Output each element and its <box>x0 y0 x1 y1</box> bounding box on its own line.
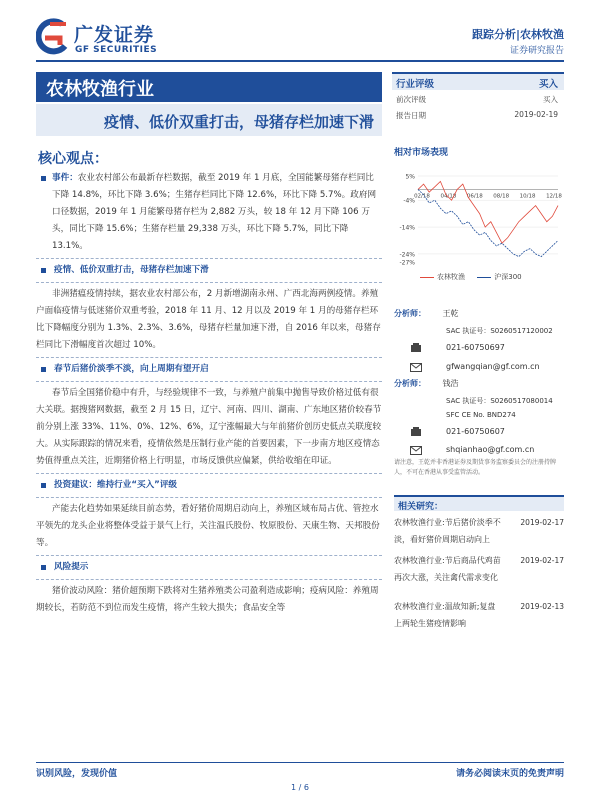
brand-logo <box>36 18 166 60</box>
bullet-icon <box>41 483 46 488</box>
x-tick-label: 08/18 <box>493 193 510 200</box>
analyst-phone: 021-60750697 <box>446 343 505 352</box>
related-item-text[interactable]: 农林牧渔行业:温故知新;复盘上两轮生猪疫情影响 <box>394 602 496 628</box>
related-item-text[interactable]: 农林牧渔行业:节后商品代鸡苗再次大涨，关注禽代需求变化 <box>394 556 501 582</box>
header-divider <box>36 60 564 62</box>
chart-title: 相对市场表现 <box>394 148 449 158</box>
brand-name: 广发证券 <box>74 24 155 46</box>
brand-name-en: GF SECURITIES <box>75 45 158 55</box>
section-3-head <box>36 477 382 494</box>
divider <box>36 357 382 358</box>
section-2-text: 春节后全国猪价稳中有升，与经验规律不一致，与养殖户前集中抛售导致价格过低有很大关联。据搜猪网数据，截至 2 月 15 日，辽宁、河南、四川、湖南、广东地区猪价较春节前分别上涨 33%、11%、0%、12%、6%，辽宁涨幅最大与年前猪价创历史低点关联度较大。从实际跟踪的情况来看，疫情依然是压制行业产能的首要因素，下一步南方地区疫情态势值得重点关注，近期猪价格上行明显，市场反馈供应偏紧，供给收缩在印证。 <box>36 388 382 466</box>
series-line-1 <box>418 181 558 243</box>
page-number: 1 / 6 <box>291 783 309 792</box>
y-tick-label: -14% <box>399 224 415 232</box>
legend-swatch-a <box>420 277 434 278</box>
event-paragraph <box>36 170 382 255</box>
phone-icon <box>410 426 422 438</box>
report-date-row <box>392 108 564 122</box>
report-subtitle: 证券研究报告 <box>509 46 564 56</box>
relative-performance-chart <box>392 170 564 282</box>
analyst-label: 分析师： <box>394 379 426 388</box>
analyst-name: 钱浩 <box>442 379 459 388</box>
rating-value: 买入 <box>538 79 558 90</box>
gf-logo-icon <box>36 18 70 58</box>
x-tick-label: 04/18 <box>440 193 457 200</box>
divider <box>36 473 382 474</box>
legend-b: 沪深300 <box>494 273 522 281</box>
rating-header <box>392 72 564 90</box>
x-tick-label: 02/18 <box>414 193 430 200</box>
section-1-title: 疫情、低价双重打击，母猪存栏加速下滑 <box>54 265 209 275</box>
x-tick-label: 10/18 <box>519 193 536 200</box>
report-date-value: 2019-02-19 <box>514 110 558 119</box>
divider <box>36 282 382 283</box>
divider <box>36 258 382 259</box>
analyst-2-name-row <box>394 378 459 389</box>
section-2-head <box>36 361 382 378</box>
divider <box>36 555 382 556</box>
footer-divider <box>36 762 564 763</box>
section-3-title: 投资建议：维持行业“买入”评级 <box>54 480 178 490</box>
y-tick-label: -4% <box>403 197 415 205</box>
related-item-text[interactable]: 农林牧渔行业:节后猪价淡季不淡，看好猪价周期启动向上 <box>394 518 501 544</box>
legend-a: 农林牧渔 <box>437 273 465 281</box>
report-type: 跟踪分析|农林牧渔 <box>471 28 564 41</box>
section-2-title: 春节后猪价淡季不淡，向上周期有望开启 <box>54 364 209 374</box>
analyst-label: 分析师： <box>394 309 426 318</box>
chart-legend <box>420 272 522 282</box>
y-tick-label: -27% <box>399 259 415 267</box>
related-item[interactable] <box>394 598 564 632</box>
core-views-title: 核心观点： <box>38 151 108 167</box>
related-item[interactable] <box>394 552 564 586</box>
email-icon <box>410 361 422 373</box>
section-4-head <box>36 559 382 576</box>
analyst-sac: SAC 执证号：S0260517120002 <box>446 327 553 335</box>
section-4-text: 猪价波动风险：猪价超预期下跌将对生猪养殖类公司盈利造成影响；疫病风险：养殖周期较长，若防范不到位而发生疫情，将产生较大损失；食品安全等 <box>36 586 379 613</box>
bullet-icon <box>41 367 46 372</box>
section-1-text: 非洲猪瘟疫情持续，据农业农村部公布，2 月新增湖南永州、广西北海两例疫情。养殖户面临疫情与低迷猪价双重考验，2018 年 11 月、12 月以及 2019 年 1 月的母猪存栏环比下降幅度分别为 1.3%、2.3%、3.6%，母猪存栏量加速下滑，自 2016 年以来，母猪存栏同比下滑幅度首次超过 10%。 <box>36 289 381 350</box>
event-head: 事件： <box>52 173 78 183</box>
email-icon <box>410 444 422 456</box>
divider <box>36 579 382 580</box>
core-views-content <box>36 170 382 617</box>
report-headline: 疫情、低价双重打击，母猪存栏加速下滑 <box>36 104 382 136</box>
related-item-date: 2019-02-17 <box>520 556 564 565</box>
analyst-email[interactable]: shqianhao@gf.com.cn <box>446 445 535 454</box>
footer-slogan: 识别风险，发现价值 <box>36 769 118 779</box>
bullet-icon <box>41 268 46 273</box>
related-item[interactable] <box>394 514 564 548</box>
analyst-sfc: SFC CE No. BND274 <box>446 411 516 419</box>
report-date-label: 报告日期 <box>396 111 426 120</box>
footer-disclaimer: 请务必阅读末页的免责声明 <box>455 769 564 779</box>
divider <box>36 497 382 498</box>
phone-icon <box>410 342 422 354</box>
section-1-head <box>36 262 382 279</box>
analyst-disclaimer: 请注意，王乾并非香港证券及期货事务监察委员会的注册持牌人，不可在香港从事受监管活动。 <box>394 459 557 476</box>
related-research-title: 相关研究： <box>394 495 564 511</box>
x-tick-label: 12/18 <box>546 193 562 200</box>
prev-rating-value: 买入 <box>543 95 558 104</box>
related-item-date: 2019-02-13 <box>520 602 564 611</box>
event-text: 农业农村部公布最新存栏数据，截至 2019 年 1 月底，全国能繁母猪存栏同比下降 14.8%，环比下降 3.6%；生猪存栏同比下降 12.6%，环比下降 5.7%。政府网口径数据，2019 年 1 月能繁母猪存栏为 2,882 万头，较 18 年 12 月下降 106 万头，同比下降 15.6%；生猪存栏量 29,338 万头，环比下降 5.7%，同比下降 13.1%。 <box>52 173 377 251</box>
related-item-date: 2019-02-17 <box>520 518 564 527</box>
bullet-icon <box>41 176 46 181</box>
industry-title: 农林牧渔行业 <box>36 72 382 102</box>
series-line-2 <box>418 189 558 256</box>
prev-rating-label: 前次评级 <box>396 95 426 104</box>
line-chart <box>392 170 564 270</box>
legend-swatch-b <box>477 277 491 278</box>
analyst-phone: 021-60750607 <box>446 427 505 436</box>
section-3-text: 产能去化趋势如果延续目前态势，看好猪价周期启动向上，养殖区域布局占优、管控水平领先的龙头企业将整体受益于景气上行，关注温氏股份、牧原股份、天康生物、天邦股份等。 <box>36 504 380 548</box>
prev-rating-row <box>392 92 564 106</box>
divider <box>36 381 382 382</box>
rating-label: 行业评级 <box>396 79 435 90</box>
y-tick-label: 5% <box>405 173 415 181</box>
analyst-email[interactable]: gfwangqian@gf.com.cn <box>446 362 540 371</box>
y-tick-label: -24% <box>399 251 415 259</box>
bullet-icon <box>41 565 46 570</box>
analyst-1-name-row <box>394 308 459 319</box>
section-4-title: 风险提示 <box>54 562 89 572</box>
x-tick-label: 06/18 <box>466 193 483 200</box>
analyst-name: 王乾 <box>442 309 459 318</box>
analyst-sac: SAC 执证号：S0260517080014 <box>446 397 553 405</box>
